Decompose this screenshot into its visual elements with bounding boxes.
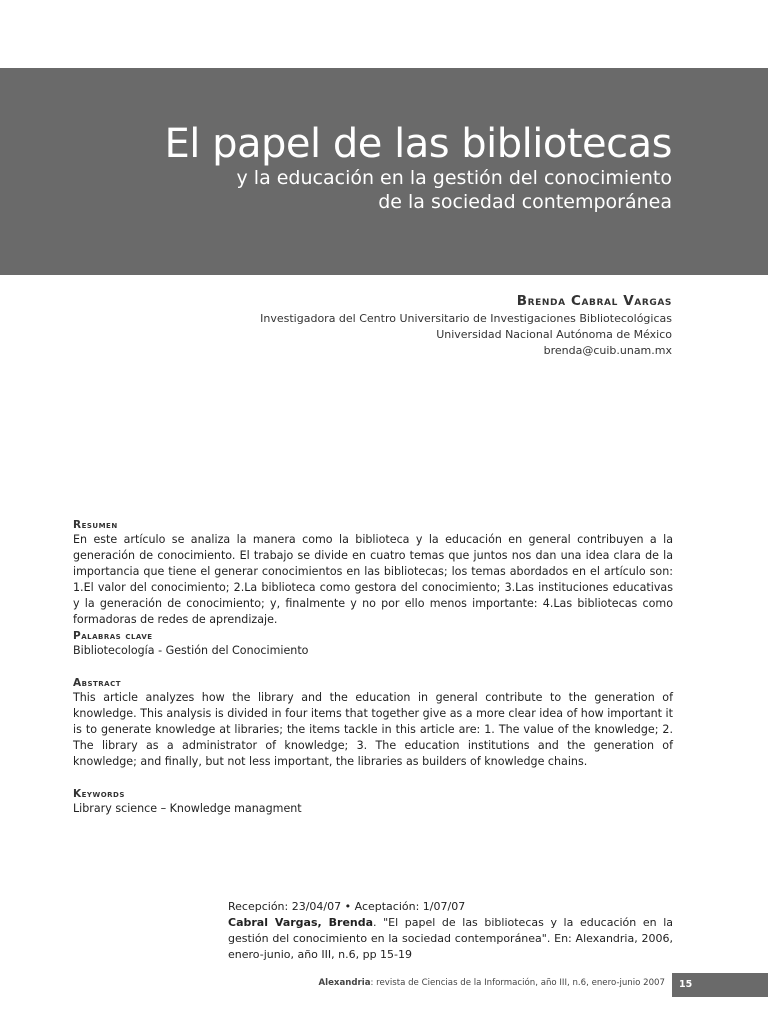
- article-title: El papel de las bibliotecas: [164, 121, 672, 167]
- footer-journal-name: Alexandria: [318, 978, 371, 988]
- resumen-heading: Resumen: [73, 519, 118, 531]
- subtitle-line-2: de la sociedad contemporánea: [378, 191, 672, 213]
- abstract-text: This article analyzes how the library and the education in general contribute to the generation of knowledge. This analysis is divided in four items that together give as a more clear idea of how important it is to generate knowledge at libraries; the items tackle in this article are: 1. The value of the knowledge; 2. The library as a administrator of knowledge; 3. The education institutions and the generation of knowledge; and finally, but not less important, the libraries as builders of knowledge chains.: [73, 691, 673, 768]
- palabras-clave-section: [73, 629, 673, 659]
- author-name: Brenda Cabral Vargas: [516, 293, 672, 309]
- keywords-text: Library science – Knowledge managment: [73, 802, 302, 815]
- palabras-clave-heading: Palabras clave: [73, 630, 153, 642]
- palabras-clave-text: Bibliotecología - Gestión del Conocimiento: [73, 644, 309, 657]
- citation-block: [228, 899, 673, 963]
- abstract-section: [73, 676, 673, 770]
- author-email[interactable]: brenda@cuib.unam.mx: [543, 344, 672, 357]
- subtitle-line-1: y la educación en la gestión del conocimiento: [236, 167, 672, 189]
- footer-journal-info: [318, 978, 665, 988]
- author-affiliation-2: Universidad Nacional Autónoma de México: [436, 328, 672, 341]
- keywords-heading: Keywords: [73, 788, 125, 800]
- footer-journal-details: : revista de Ciencias de la Información, año III, n.6, enero-junio 2007: [370, 978, 665, 988]
- resumen-section: [73, 518, 673, 628]
- abstract-heading: Abstract: [73, 677, 121, 689]
- page-number: 15: [672, 973, 768, 997]
- author-block: [260, 293, 672, 359]
- reception-dates: Recepción: 23/04/07 • Aceptación: 1/07/07: [228, 900, 466, 913]
- citation-text: . "El papel de las bibliotecas y la educación en la gestión del conocimiento en la sociedad contemporánea". En: Alexandria, 2006, enero-junio, año III, n.6, pp 15-19: [228, 916, 673, 961]
- keywords-section: [73, 787, 673, 817]
- page-footer: [0, 973, 768, 997]
- citation-author: Cabral Vargas, Brenda: [228, 916, 374, 929]
- citation-reference: [228, 915, 673, 963]
- article-subtitle: [237, 166, 673, 214]
- author-affiliation-1: Investigadora del Centro Universitario de Investigaciones Bibliotecológicas: [260, 312, 672, 325]
- resumen-text: En este artículo se analiza la manera como la biblioteca y la educación en general contribuyen a la generación de conocimiento. El trabajo se divide en cuatro temas que juntos nos dan una idea clara de la importancia que tiene el generar conocimientos en las bibliotecas; los temas abordados en el artículo son: 1.El valor del conocimiento; 2.La biblioteca como gestora del conocimiento; 3.Las instituciones educativas y la generación de conocimiento; y, finalmente y no por ello menos importante: 4.Las bibliotecas como formadoras de redes de aprendizaje.: [73, 533, 673, 626]
